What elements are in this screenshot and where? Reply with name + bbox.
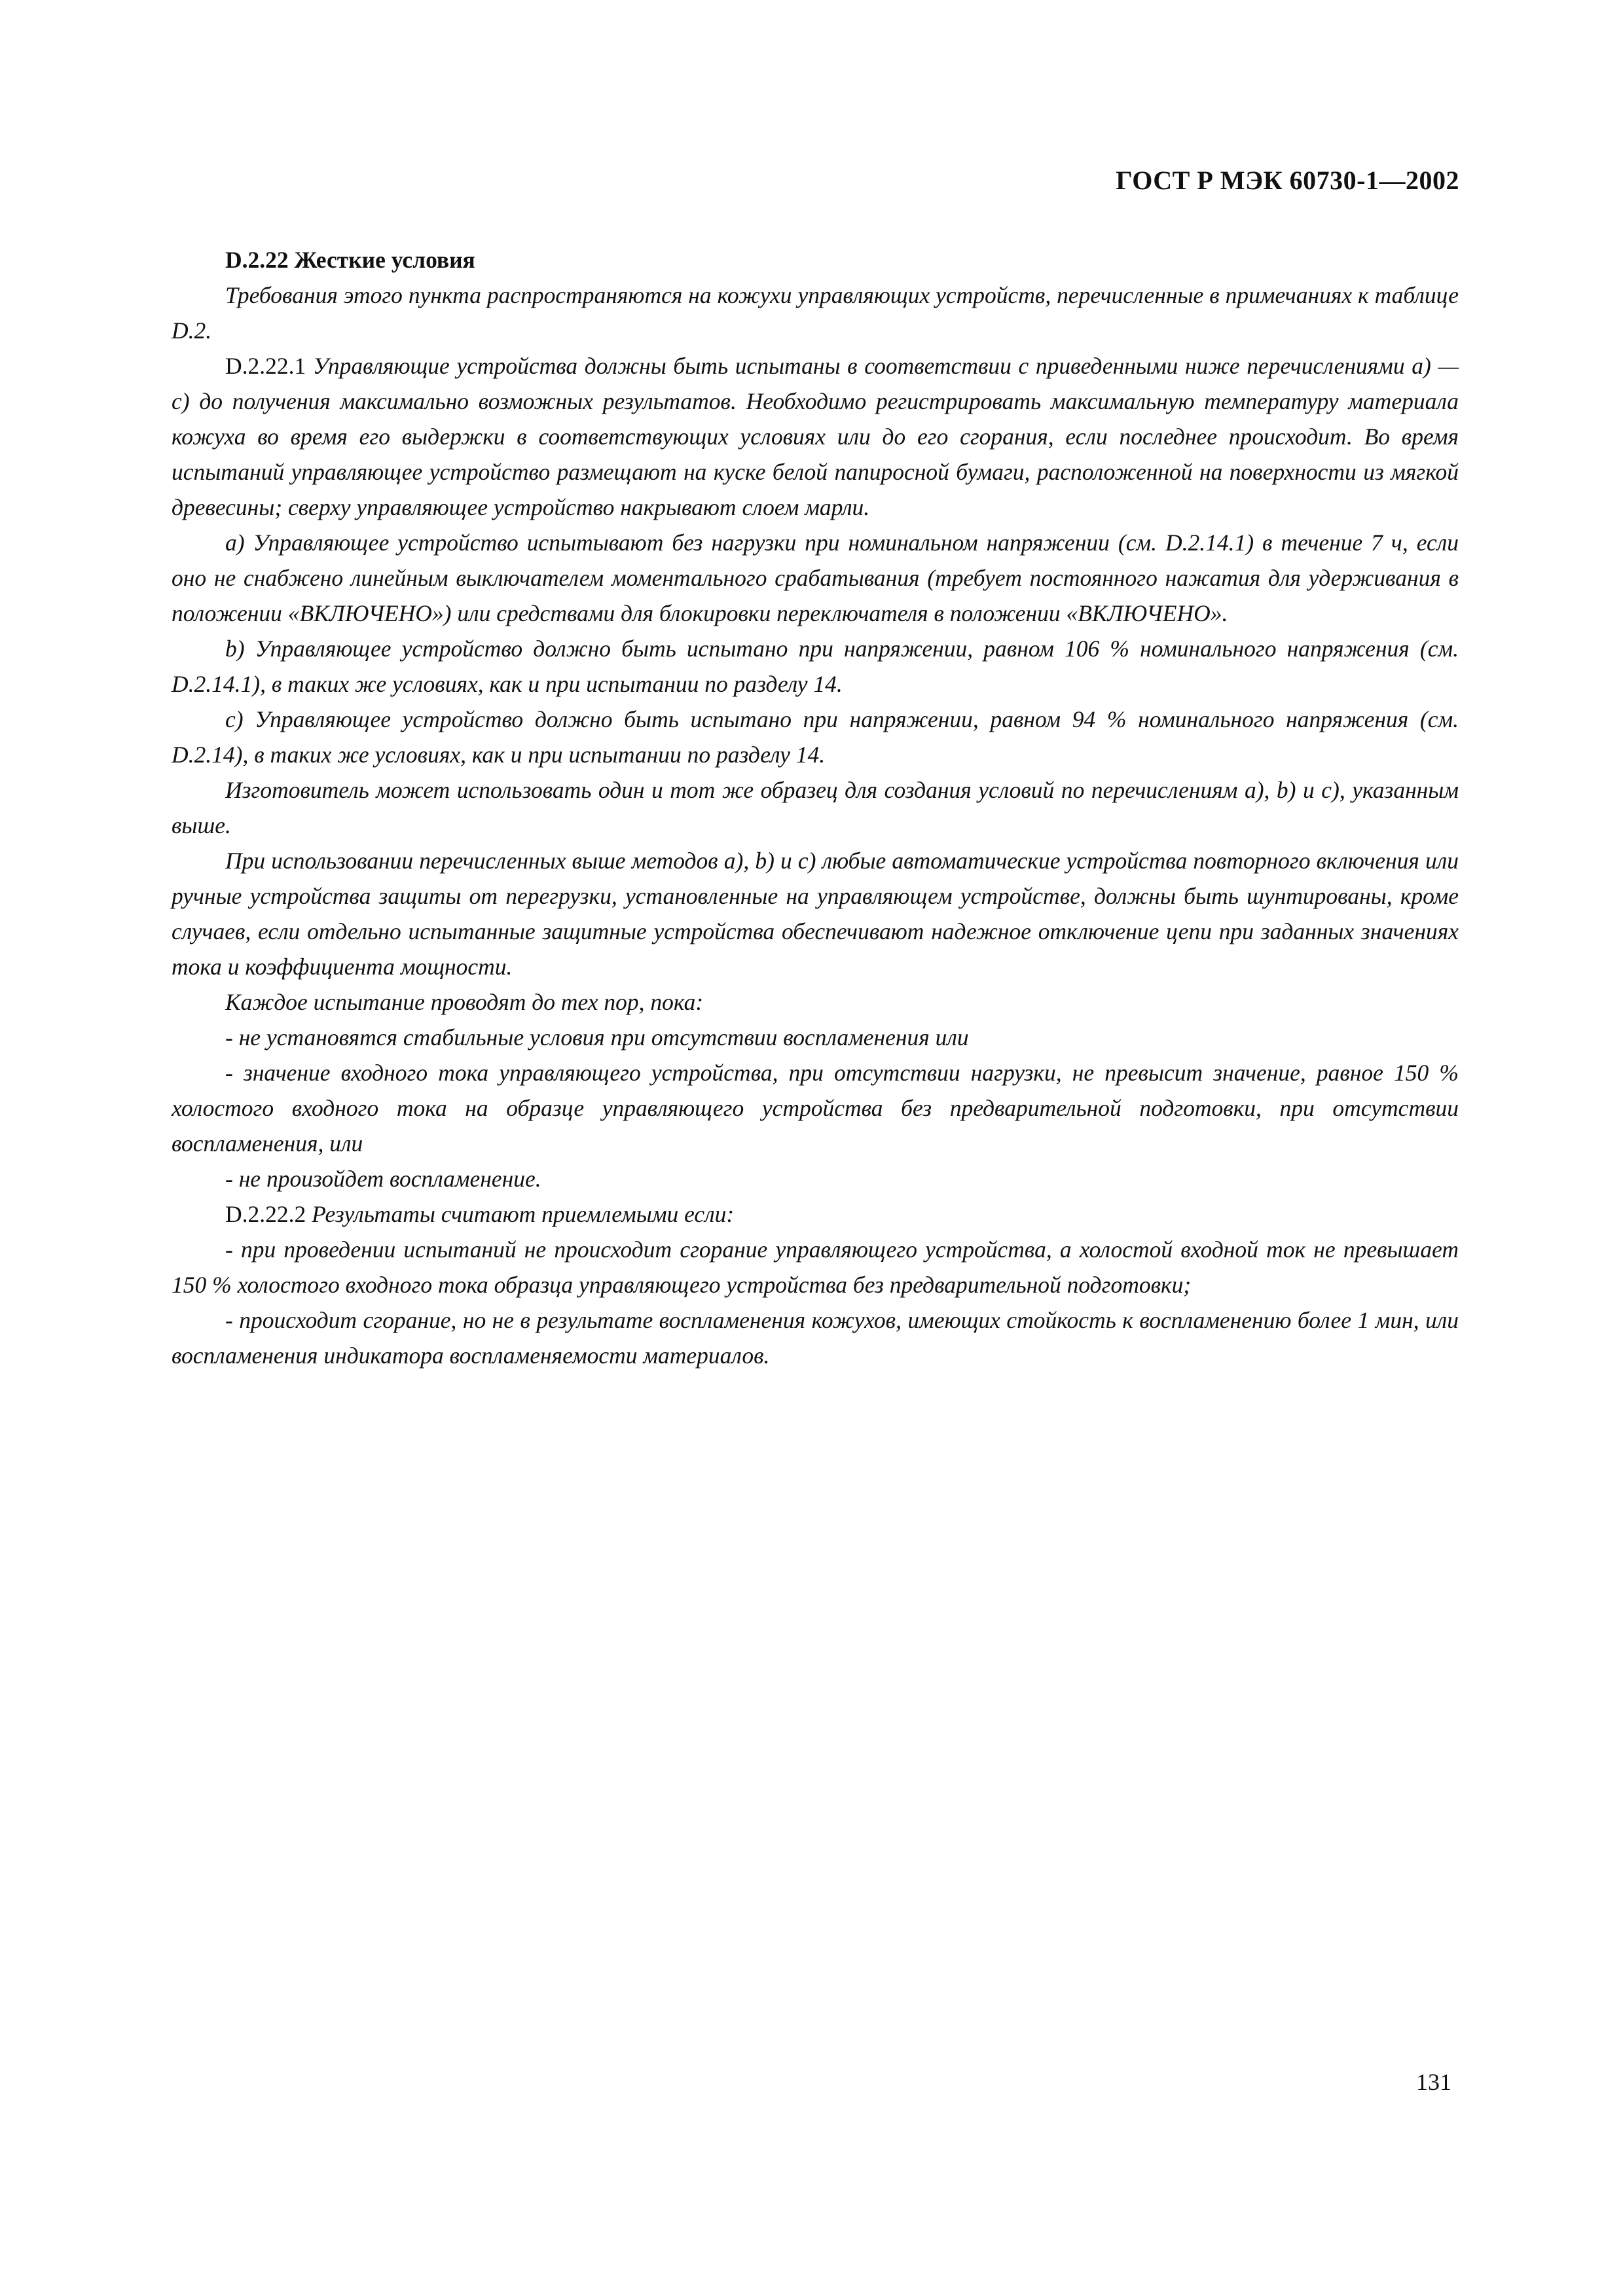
- result-list-item: - происходит сгорание, но не в результате воспламенения кожухов, имеющих стойкость к воспламенению более 1 мин, или воспламенения индикатора воспламеняемости материалов.: [172, 1307, 1459, 1369]
- clause-text: Результаты считают приемлемыми если:: [312, 1201, 735, 1227]
- result-list-item: - при проведении испытаний не происходит сгорание управляющего устройства, а холостой входной ток не превышает 150 % холостого входного тока образца управляющего устройства без предварительной подготовки;: [172, 1236, 1459, 1298]
- duration-list-item: - не установятся стабильные условия при отсутствии воспламенения или: [225, 1024, 969, 1050]
- page-number: 131: [1416, 2069, 1451, 2095]
- item-b-paragraph: b) Управляющее устройство должно быть испытано при напряжении, равном 106 % номинального напряжения (см. D.2.14.1), в таких же условиях, как и при испытании по разделу 14.: [172, 636, 1459, 697]
- manufacturer-note-paragraph: Изготовитель может использовать один и тот же образец для создания условий по перечислениям а), b) и с), указанным выше.: [172, 777, 1459, 838]
- bypass-note-paragraph: При использовании перечисленных выше методов а), b) и с) любые автоматические устройства повторного включения или ручные устройства защиты от перегрузки, установленные на управляющем устройстве, должны быть шунтированы, кроме случаев, если отдельно испытанные защитные устройства обеспечивают надежное отключение цепи при заданных значениях тока и коэффициента мощности.: [172, 848, 1459, 980]
- item-a-paragraph: а) Управляющее устройство испытывают без нагрузки при номинальном напряжении (см. D.2.14.1) в течение 7 ч, если оно не снабжено линейным выключателем моментального срабатывания (требует постоянного нажатия для удерживания в положении «ВКЛЮЧЕНО») или средствами для блокировки переключателя в положении «ВКЛЮЧЕНО».: [172, 529, 1459, 626]
- clause-d-2-22-1-paragraph: [172, 348, 1459, 525]
- duration-list-item: - не произойдет воспламенение.: [225, 1166, 541, 1192]
- section-heading: D.2.22 Жесткие условия: [225, 247, 475, 273]
- clause-number: D.2.22.2: [225, 1201, 306, 1227]
- clause-text: Управляющие устройства должны быть испытаны в соответствии с приведенными ниже перечислениями а) — с) до получения максимально возможных результатов. Необходимо регистрировать максимальную температуру материала кожуха во время его выдержки в соответствующих условиях или до его сгорания, если последнее происходит. Во время испытаний управляющее устройство размещают на куске белой папиросной бумаги, расположенной на поверхности из мягкой древесины; сверху управляющее устройство накрывают слоем марли.: [172, 353, 1459, 520]
- section-intro-paragraph: Требования этого пункта распространяются на кожухи управляющих устройств, перечисленные в примечаниях к таблице D.2.: [172, 282, 1459, 344]
- document-code-header: ГОСТ Р МЭК 60730-1—2002: [1116, 166, 1459, 195]
- clause-number: D.2.22.1: [225, 353, 306, 379]
- duration-intro-paragraph: Каждое испытание проводят до тех пор, пока:: [225, 989, 704, 1015]
- document-body: [172, 242, 1459, 1373]
- item-c-paragraph: с) Управляющее устройство должно быть испытано при напряжении, равном 94 % номинального напряжения (см. D.2.14), в таких же условиях, как и при испытании по разделу 14.: [172, 706, 1459, 768]
- duration-list-item: - значение входного тока управляющего устройства, при отсутствии нагрузки, не превысит значение, равное 150 % холостого входного тока на образце управляющего устройства без предварительной подготовки, при отсутствии воспламенения, или: [172, 1060, 1459, 1157]
- clause-d-2-22-2-paragraph: [172, 1196, 1459, 1232]
